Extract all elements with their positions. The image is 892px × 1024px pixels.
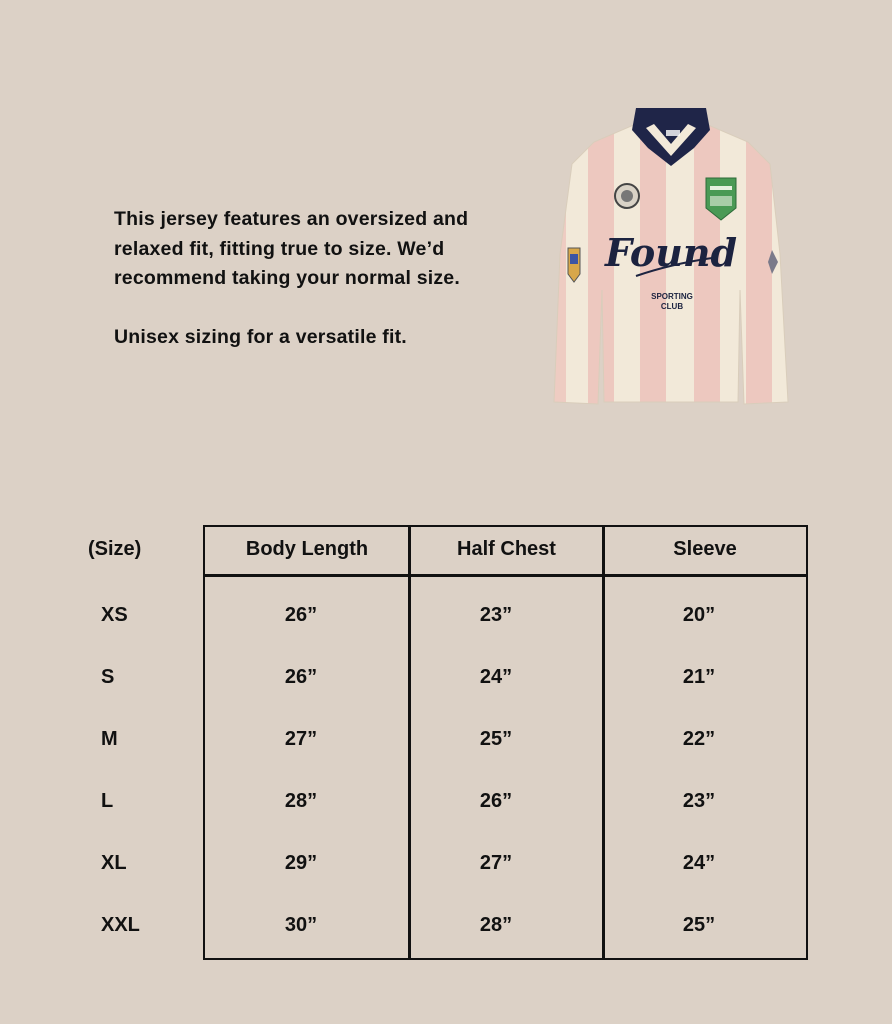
sleeve-value: 24” — [682, 852, 716, 874]
column-header-half-chest: Half Chest — [457, 538, 556, 560]
body-length-value: 26” — [284, 604, 318, 626]
sleeve-value: 23” — [682, 790, 716, 812]
body-length-value: 28” — [284, 790, 318, 812]
column-header-sleeve: Sleeve — [673, 538, 737, 560]
body-length-value: 26” — [284, 666, 318, 688]
fit-description — [114, 205, 534, 352]
size-column-header: (Size) — [88, 538, 142, 560]
table-divider — [408, 525, 411, 960]
size-label: XL — [101, 852, 127, 874]
body-length-value: 30” — [284, 914, 318, 936]
table-divider — [602, 525, 605, 960]
size-label: L — [101, 790, 114, 812]
half-chest-value: 27” — [479, 852, 513, 874]
column-header-body-length: Body Length — [245, 538, 369, 560]
jersey-script: Found — [604, 230, 738, 275]
body-length-value: 29” — [284, 852, 318, 874]
half-chest-value: 28” — [479, 914, 513, 936]
jersey-line1: SPORTING — [651, 292, 693, 301]
unisex-note: Unisex sizing for a versatile fit. — [114, 325, 407, 348]
half-chest-value: 25” — [479, 728, 513, 750]
size-label: M — [101, 728, 118, 750]
size-label: S — [101, 666, 115, 688]
half-chest-value: 26” — [479, 790, 513, 812]
sleeve-value: 20” — [682, 604, 716, 626]
sleeve-patch-icon — [568, 248, 580, 282]
half-chest-value: 23” — [479, 604, 513, 626]
sleeve-value: 25” — [682, 914, 716, 936]
sleeve-value: 22” — [682, 728, 716, 750]
body-length-value: 27” — [284, 728, 318, 750]
size-label: XXL — [101, 914, 140, 936]
half-chest-value: 24” — [479, 666, 513, 688]
sleeve-value: 21” — [682, 666, 716, 688]
fit-description-paragraph: This jersey features an oversized and relaxed fit, fitting true to size. We’d recommend taking your normal size. — [114, 208, 469, 289]
jersey-line2: CLUB — [660, 302, 684, 311]
jersey-image — [548, 104, 794, 408]
table-header-divider — [203, 574, 808, 577]
size-label: XS — [101, 604, 128, 626]
